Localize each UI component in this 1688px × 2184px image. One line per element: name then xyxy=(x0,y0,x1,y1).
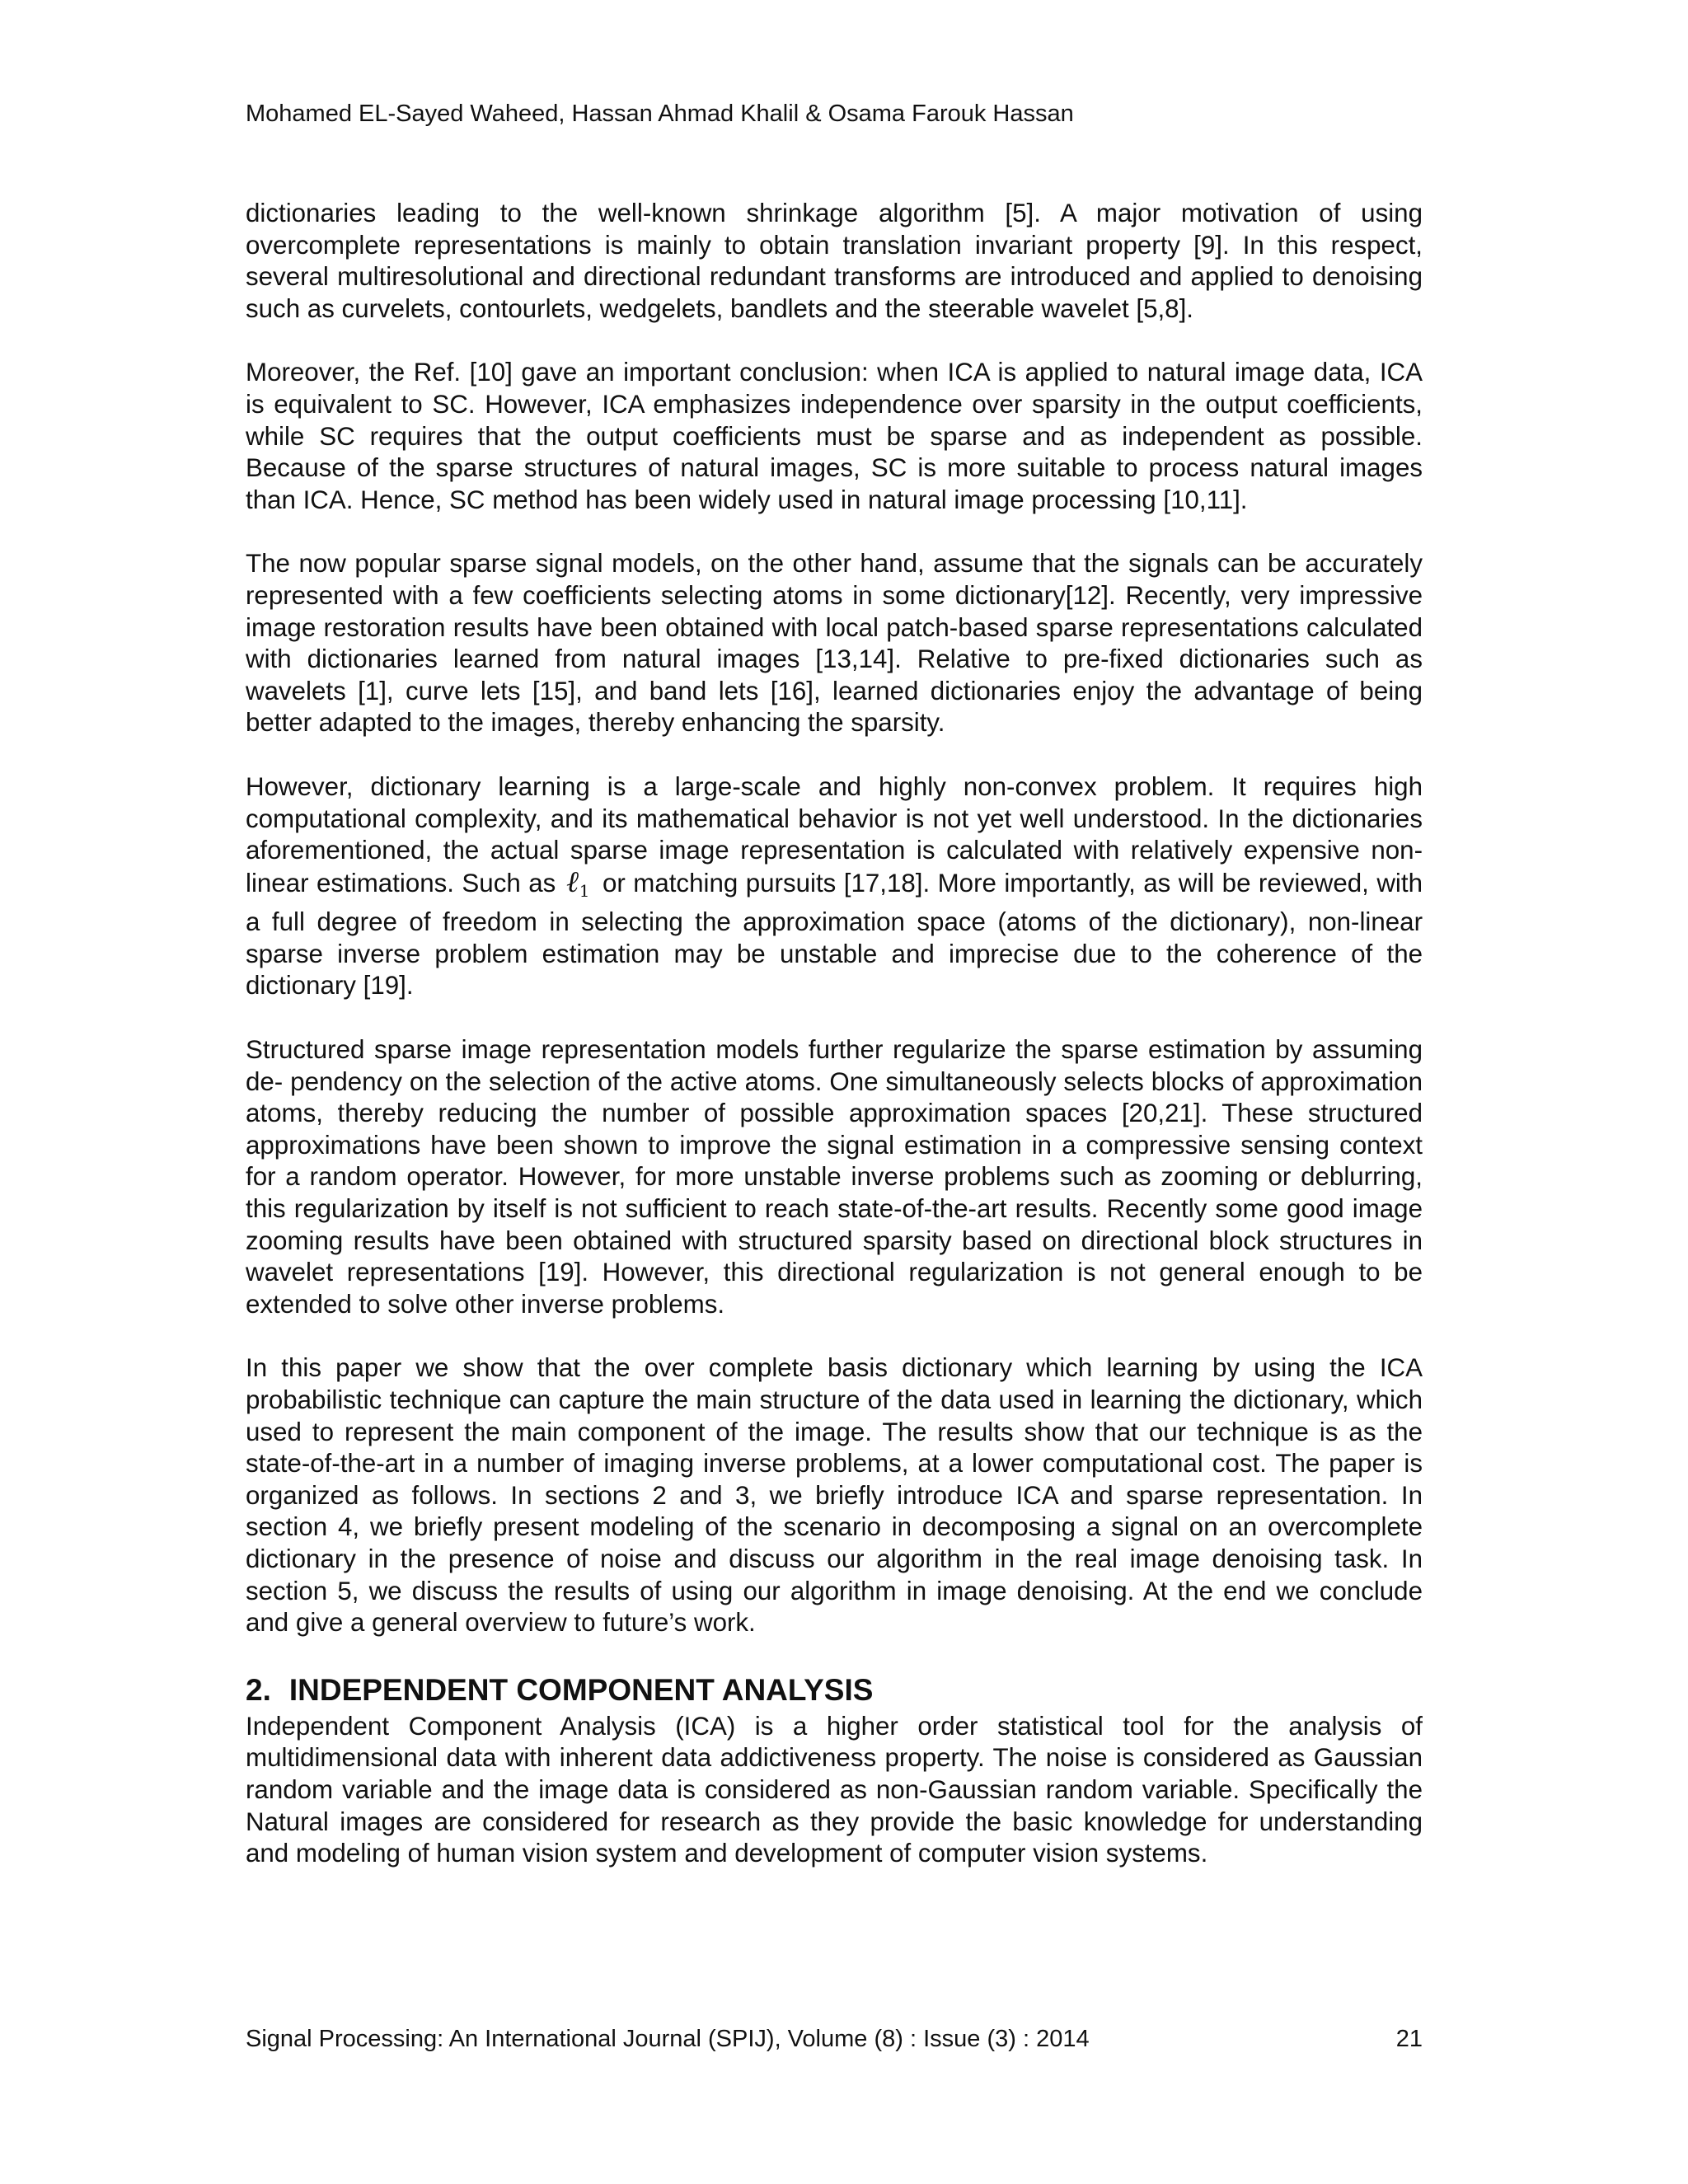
paragraph-3: The now popular sparse signal models, on the other hand, assume that the signals can be accurately represented with a few coefficients selecting atoms in some dictionary[12]. Recently, very impressive image restoration results have been obtained with local patch-based sparse representations calculated with dictionaries learned from natural images [13,14]. Relative to pre-fixed dictionaries such as wavelets [1], curve lets [15], and band lets [16], learned dictionaries enjoy the advantage of being better adapted to the images, thereby enhancing the sparsity. xyxy=(246,549,1423,738)
paragraph-1: dictionaries leading to the well-known shrinkage algorithm [5]. A major motivation of using overcomplete representations is mainly to obtain translation invariant property [9]. In this respect, several multiresolutional and directional redundant transforms are introduced and applied to denoising such as curvelets, contourlets, wedgelets, bandlets and the steerable wavelet [5,8]. xyxy=(246,199,1423,323)
section-paragraph-1: Independent Component Analysis (ICA) is a higher order statistical tool for the analysis of multidimensional data with inherent data addictiveness property. The noise is considered as Gaussian random variable and the image data is considered as non-Gaussian random variable. Specifically the Natural images are considered for research as they provide the basic knowledge for understanding and modeling of human vision system and development of computer vision systems. xyxy=(246,1711,1423,1868)
section-title: INDEPENDENT COMPONENT ANALYSIS xyxy=(288,1672,874,1707)
paragraph-6: In this paper we show that the over complete basis dictionary which learning by using the ICA probabilistic technique can capture the main structure of the data used in learning the dictionary, which used to represent the main component of the image. The results show that our technique is as the state-of-the-art in a number of imaging inverse problems, at a lower computational cost. The paper is organized as follows. In sections 2 and 3, we briefly introduce ICA and sparse representation. In section 4, we briefly present modeling of the scenario in decomposing a signal on an overcomplete dictionary in the presence of noise and discuss our algorithm in the real image denoising task. In section 5, we discuss the results of using our algorithm in image denoising. At the end we conclude and give a general overview to future’s work. xyxy=(246,1353,1423,1638)
paragraph-4-before: However, dictionary learning is a large-scale and highly non-convex problem. It requires high computational complexity, and its mathematical behavior is not yet well understood. In the dictionaries aforementioned, the actual sparse image representation is calculated with relatively expensive non-linear estimations. Such as xyxy=(246,771,1423,898)
page-number: 21 xyxy=(1395,2026,1423,2052)
ell-symbol: ℓ xyxy=(565,865,579,899)
section-number: 2. xyxy=(246,1672,271,1707)
page-footer xyxy=(246,2024,1423,2054)
paragraph-4-after: or matching pursuits [17,18]. More importantly, as will be reviewed, with a full degree of freedom in selecting the approximation space (atoms of the dictionary), non-linear sparse inverse problem estimation may be unstable and imprecise due to the coherence of the dictionary [19]. xyxy=(246,868,1423,1001)
ell-one-symbol xyxy=(565,865,589,899)
paragraph-5: Structured sparse image representation models further regularize the sparse estimation by assuming de- pendency on the selection of the active atoms. One simultaneously selects blocks of approximation atoms, thereby reducing the number of possible approximation spaces [20,21]. These structured approximations have been shown to improve the signal estimation in a compressive sensing context for a random operator. However, for more unstable inverse problems such as zooming or deblurring, this regularization by itself is not sufficient to reach state-of-the-art results. Recently some good image zooming results have been obtained with structured sparsity based on directional block structures in wavelet representations [19]. However, this directional regularization is not general enough to be extended to solve other inverse problems. xyxy=(246,1035,1423,1319)
section-heading xyxy=(246,1671,1423,1709)
journal-citation: Signal Processing: An International Journal (SPIJ), Volume (8) : Issue (3) : 2014 xyxy=(246,2026,1090,2052)
paragraph-2: Moreover, the Ref. [10] gave an important conclusion: when ICA is applied to natural image data, ICA is equivalent to SC. However, ICA emphasizes independence over sparsity in the output coefficients, while SC requires that the output coefficients must be sparse and as independent as possible. Because of the sparse structures of natural images, SC is more suitable to process natural images than ICA. Hence, SC method has been widely used in natural image processing [10,11]. xyxy=(246,358,1423,514)
running-header: Mohamed EL-Sayed Waheed, Hassan Ahmad Khalil & Osama Farouk Hassan xyxy=(246,101,1074,127)
page-body xyxy=(246,198,1423,1870)
paragraph-4 xyxy=(246,771,1423,1002)
ell-subscript: 1 xyxy=(579,880,590,901)
